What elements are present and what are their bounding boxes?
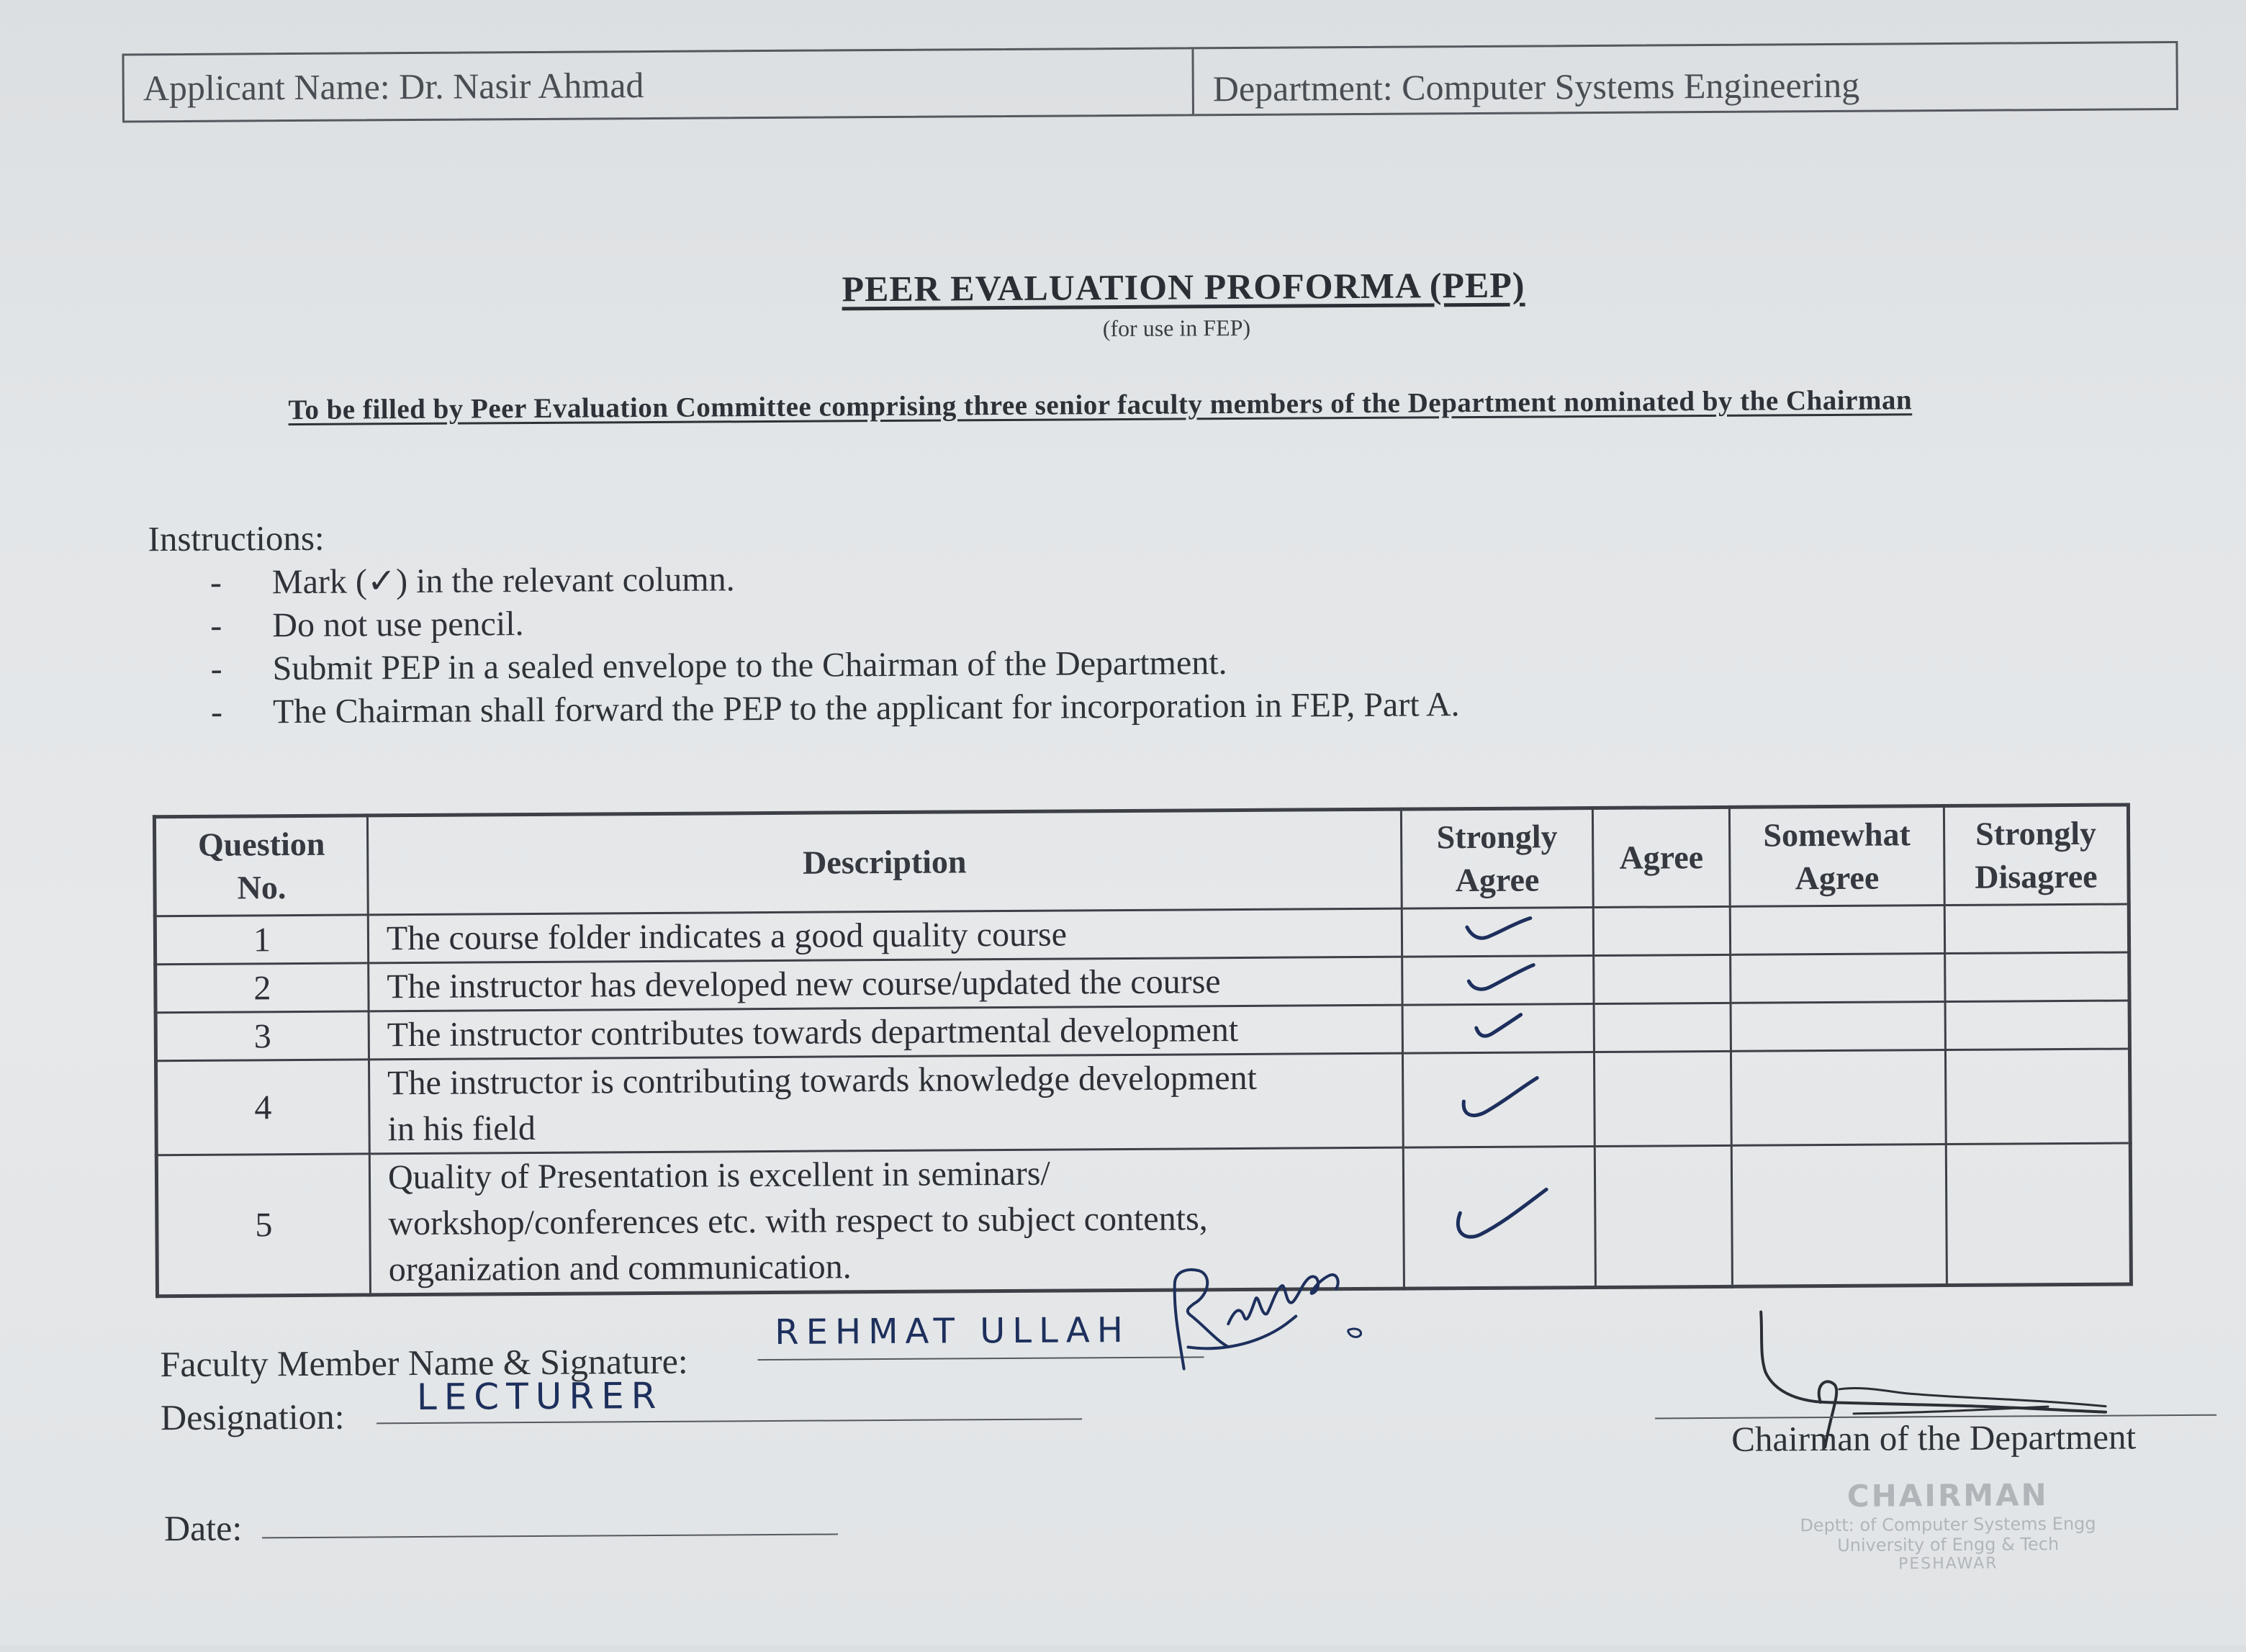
faculty-name-line — [758, 1356, 1204, 1360]
checkmark-icon — [1446, 1181, 1554, 1253]
faculty-name-label: Faculty Member Name & Signature: — [160, 1340, 688, 1385]
mark-strongly-agree[interactable] — [1403, 1147, 1595, 1289]
question-number: 5 — [156, 1154, 370, 1296]
faculty-name-handwritten: REHMAT ULLAH — [775, 1309, 1131, 1353]
question-description: The instructor is contributing towards knowledge development in his field — [369, 1053, 1403, 1154]
question-number: 4 — [155, 1060, 369, 1155]
committee-note: To be filled by Peer Evaluation Committee comprising three senior faculty members of the Department nominated by the Chairman — [288, 384, 1913, 426]
table-row — [155, 1049, 2130, 1155]
bullet-dash: - — [210, 692, 223, 731]
evaluation-table — [153, 803, 2133, 1298]
stamp-line: University of Engg & Tech — [1837, 1534, 2060, 1556]
mark-strongly-agree[interactable] — [1402, 1004, 1594, 1054]
checkmark-icon — [1458, 962, 1538, 998]
mark-somewhat-agree[interactable] — [1731, 1002, 1945, 1052]
applicant-name: Applicant Name: Dr. Nasir Ahmad — [124, 49, 1194, 120]
mark-strongly-agree[interactable] — [1402, 908, 1593, 957]
instruction-text: The Chairman shall forward the PEP to the applicant for incorporation in FEP, Part A. — [272, 685, 1460, 731]
bullet-dash: - — [210, 649, 222, 688]
page-subtitle: (for use in FEP) — [1102, 314, 1251, 342]
instruction-item — [210, 640, 1459, 691]
mark-agree[interactable] — [1594, 954, 1731, 1003]
mark-strongly-disagree[interactable] — [1946, 1143, 2131, 1286]
checkmark-icon — [1458, 913, 1537, 950]
instructions-list — [210, 554, 1460, 734]
col-header-agree: Agree — [1592, 807, 1730, 907]
instruction-item — [210, 597, 1459, 648]
stamp-line: PESHAWAR — [1898, 1554, 1998, 1574]
mark-somewhat-agree[interactable] — [1730, 906, 1944, 955]
designation-line — [376, 1418, 1082, 1424]
mark-agree[interactable] — [1593, 906, 1730, 955]
checkmark-icon — [1452, 1070, 1546, 1129]
mark-agree[interactable] — [1594, 1051, 1731, 1146]
mark-strongly-disagree[interactable] — [1945, 1001, 2129, 1050]
col-header-description: Description — [367, 809, 1402, 915]
instruction-text: Submit PEP in a sealed envelope to the Chairman of the Department. — [272, 644, 1227, 688]
stamp-title: CHAIRMAN — [1846, 1477, 2049, 1514]
stamp-line: Deptt: of Computer Systems Engg — [1800, 1513, 2096, 1536]
bullet-dash: - — [210, 606, 222, 645]
faculty-signature — [1159, 1260, 1376, 1380]
mark-strongly-agree[interactable] — [1402, 1052, 1595, 1148]
instruction-text: Mark (✓) in the relevant column. — [271, 560, 735, 602]
mark-strongly-disagree[interactable] — [1944, 904, 2129, 954]
designation-handwritten: LECTURER — [416, 1374, 664, 1419]
table-row — [156, 1143, 2131, 1296]
table-header-row — [154, 805, 2129, 916]
col-header-strongly-disagree: Strongly Disagree — [1944, 805, 2129, 906]
instructions-heading: Instructions: — [148, 518, 325, 559]
mark-somewhat-agree[interactable] — [1731, 954, 1945, 1003]
col-header-somewhat-agree: Somewhat Agree — [1729, 806, 1944, 907]
mark-somewhat-agree[interactable] — [1731, 1050, 1946, 1146]
question-description: The instructor contributes towards departmental development — [369, 1005, 1402, 1060]
question-description: The course folder indicates a good quality course — [368, 908, 1402, 963]
designation-label: Designation: — [160, 1396, 345, 1438]
bullet-dash: - — [209, 563, 222, 602]
applicant-header-box — [122, 41, 2178, 122]
official-stamp — [1746, 1476, 2150, 1574]
instruction-text: Do not use pencil. — [272, 605, 524, 645]
mark-agree[interactable] — [1595, 1145, 1732, 1287]
question-number: 2 — [155, 963, 369, 1013]
mark-strongly-agree[interactable] — [1402, 956, 1594, 1006]
question-number: 1 — [155, 915, 368, 965]
question-description: The instructor has developed new course/updated the course — [369, 957, 1402, 1011]
col-header-question-no: Question No. — [154, 816, 368, 916]
page-title: PEER EVALUATION PROFORMA (PEP) — [842, 264, 1525, 310]
date-line — [262, 1533, 838, 1538]
mark-strongly-disagree[interactable] — [1945, 952, 2129, 1002]
date-label: Date: — [163, 1507, 243, 1549]
mark-somewhat-agree[interactable] — [1731, 1145, 1947, 1287]
mark-strongly-disagree[interactable] — [1945, 1049, 2130, 1145]
question-number: 3 — [155, 1011, 369, 1061]
instruction-item — [211, 683, 1460, 734]
instruction-item — [210, 554, 1459, 605]
handwritten-signature-icon — [1159, 1260, 1376, 1376]
col-header-strongly-agree: Strongly Agree — [1401, 808, 1593, 909]
checkmark-icon — [1458, 1010, 1538, 1047]
department-name: Department: Computer Systems Engineering — [1212, 64, 1860, 109]
chairman-label: Chairman of the Department — [1731, 1417, 2137, 1459]
question-description: Quality of Presentation is excellent in seminars/ workshop/conferences etc. with respect to subject contents, organization and communication. — [369, 1147, 1404, 1295]
mark-agree[interactable] — [1594, 1003, 1731, 1052]
